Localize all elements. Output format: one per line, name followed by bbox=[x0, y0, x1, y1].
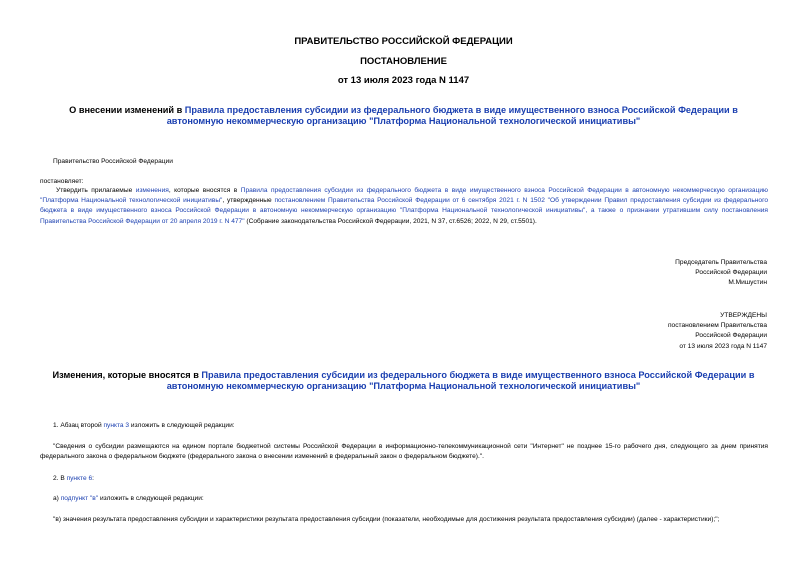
item-1-text-a: 1. Абзац второй bbox=[53, 422, 104, 429]
sub-item-a-text-b: изложить в следующей редакции: bbox=[98, 495, 204, 502]
intro-text-1: Утвердить прилагаемые bbox=[56, 187, 136, 194]
signature-block bbox=[467, 258, 767, 289]
item-1 bbox=[53, 421, 235, 431]
paragraph-3-link[interactable]: пункта 3 bbox=[103, 422, 130, 429]
changes-title bbox=[40, 370, 767, 392]
approved-line-1: УТВЕРЖДЕНЫ bbox=[720, 312, 767, 319]
title-rules-link[interactable]: Правила предоставления субсидии из федерального бюджета в виде имущественного взноса Российской Федерации в автономную некоммерческую организацию "Платформа Национальной технологической инициативы" bbox=[166, 105, 738, 126]
resolution-1502-link[interactable]: постановлением Правительства Российской Федерации от 6 сентября 2021 г. N 1502 "Об утверждении Правил предоставления субсидии из федерального бюджета в виде имущественного взноса Российской Федерации в автономную некоммерческую организацию "Платформа Национальной технологической инициативы", а также о признании утратившим силу постановления Правительства Российской Федерации от 20 апреля 2019 г. N 477" bbox=[40, 197, 768, 225]
document-date-number: от 13 июля 2023 года N 1147 bbox=[337, 75, 470, 86]
rules-link[interactable]: Правила предоставления субсидии из федерального бюджета в виде имущественного взноса Российской Федерации в автономную некоммерческую организацию "Платформа Национальной технологической инициативы" bbox=[40, 187, 768, 205]
quote-1: "Сведения о субсидии размещаются на едином портале бюджетной системы Российской Федерации в информационно-телекоммуникационной сети "Интернет" не позднее 15-го рабочего дня, следующего за днем принятия федерального закона о федеральном бюджете (федерального закона о внесении изменений в федеральный закон о федеральном бюджете).". bbox=[40, 443, 768, 461]
intro-text-3: , утвержденные bbox=[222, 197, 275, 205]
changes-title-rules-link[interactable]: Правила предоставления субсидии из федерального бюджета в виде имущественного взноса Российской Федерации в автономную некоммерческую организацию "Платформа Национальной технологической инициативы" bbox=[166, 370, 755, 391]
approved-block bbox=[467, 311, 767, 352]
quote-2: "в) значения результата предоставления субсидии и характеристики результата предоставления субсидии (показатели, необходимые для достижения результата предоставления субсидии) (далее - характеристики);"; bbox=[53, 516, 720, 523]
subparagraph-v-link[interactable]: подпункт "в" bbox=[60, 495, 99, 502]
sub-item-a bbox=[53, 494, 204, 504]
intro-government: Правительство Российской Федерации bbox=[53, 158, 173, 165]
sub-item-a-text-a: а) bbox=[53, 495, 61, 502]
title-prefix: О внесении изменений в bbox=[69, 105, 185, 115]
approved-line-2: постановлением Правительства bbox=[667, 322, 767, 330]
changes-title-prefix: Изменения, которые вносятся в bbox=[52, 370, 202, 380]
document-type: ПОСТАНОВЛЕНИЕ bbox=[360, 56, 447, 67]
intro-text-4: (Собрание законодательства Российской Федерации, 2021, N 37, ст.6526; 2022, N 29, ст.5501). bbox=[244, 217, 537, 225]
approved-line-3: Российской Федерации bbox=[695, 332, 767, 340]
intro-paragraph bbox=[40, 186, 768, 227]
signature-line-2: Российской Федерации bbox=[695, 269, 767, 277]
government-heading: ПРАВИТЕЛЬСТВО РОССИЙСКОЙ ФЕДЕРАЦИИ bbox=[294, 36, 513, 47]
approved-line-4: от 13 июля 2023 года N 1147 bbox=[679, 342, 767, 350]
item-2 bbox=[53, 474, 94, 484]
item-2-text-b: : bbox=[92, 475, 94, 482]
item-1-text-b: изложить в следующей редакции: bbox=[129, 422, 235, 429]
intro-resolves: постановляет: bbox=[40, 178, 84, 185]
signature-name: М.Мишустин bbox=[728, 279, 767, 287]
paragraph-6-link[interactable]: пункте 6 bbox=[66, 475, 93, 482]
document-title bbox=[40, 105, 767, 127]
signature-line-1: Председатель Правительства bbox=[675, 259, 767, 266]
item-2-text-a: 2. В bbox=[53, 475, 67, 482]
intro-text-2: , которые вносятся в bbox=[168, 187, 241, 194]
changes-link[interactable]: изменения bbox=[135, 187, 169, 194]
